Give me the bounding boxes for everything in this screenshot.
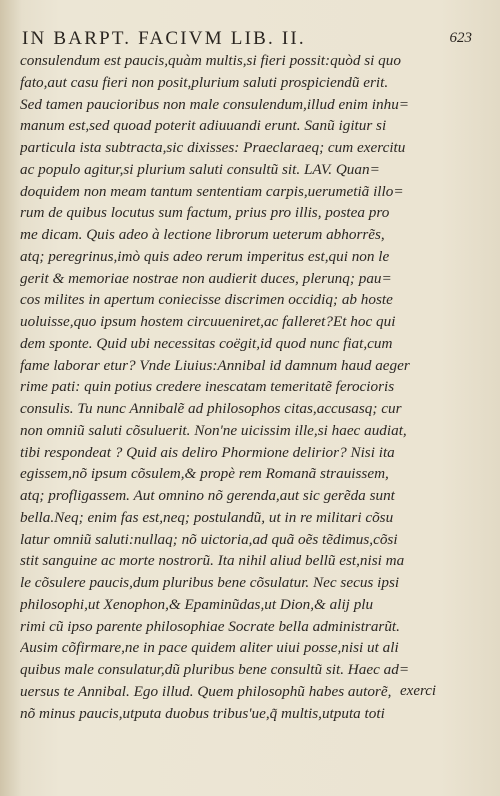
text-line: fato,aut casu fieri non posit,plurium saluti prospiciendũ erit. bbox=[20, 73, 389, 91]
catchword: exerci bbox=[400, 683, 437, 699]
text-line: latur omniũ saluti:nullaq; nõ uictoria,ad quã oẽs tẽdimus,cõsi bbox=[20, 530, 398, 548]
text-line: Sed tamen paucioribus non male consulendum,illud enim inhu= bbox=[20, 95, 410, 113]
text-line: non omniũ saluti cõsuluerit. Non'ne uicissim ille,si haec audiat, bbox=[20, 421, 407, 439]
text-line: bella.Neq; enim fas est,neq; postulandũ, ut in re militari cõsu bbox=[20, 508, 394, 526]
text-line: cos milites in apertum coniecisse discrimen occidiq; ab hoste bbox=[20, 291, 393, 309]
text-line: consulis. Tu nunc Annibalẽ ad philosophos citas,accusasq; cur bbox=[20, 400, 402, 417]
text-line: rime pati: quin potius credere inescatam temeritatẽ ferocioris bbox=[20, 378, 395, 396]
running-title: IN BARPT. FACIVM LIB. II. bbox=[22, 28, 306, 49]
text-line: uoluisse,quo ipsum hostem circuueniret,ac falleret?Et hoc qui bbox=[20, 313, 396, 330]
page-number: 623 bbox=[449, 30, 472, 46]
text-line: uersus te Annibal. Ego illud. Quem philosophũ habes autorẽ, bbox=[20, 682, 392, 700]
text-line: consulendum est paucis,quàm multis,si fieri possit:quòd si quo bbox=[20, 52, 401, 69]
text-body bbox=[20, 50, 478, 724]
text-line: egissem,nõ ipsum cõsulem,& propè rem Romanã strauissem, bbox=[20, 465, 389, 483]
text-line: me dicam. Quis adeo à lectione librorum ueterum abhorrẽs, bbox=[20, 226, 385, 243]
text-line: atq; profligassem. Aut omnino nõ gerenda,aut sic gerẽda sunt bbox=[20, 487, 395, 504]
text-line: dem sponte. Quid ubi necessitas coëgit,id quod nunc fiat,cum bbox=[20, 334, 393, 352]
text-line: rimi cũ ipso parente philosophiae Socrate bella administrarũt. bbox=[20, 617, 400, 635]
text-line: Ausim cõfirmare,ne in pace quidem aliter uiui posse,nisi ut ali bbox=[20, 639, 399, 657]
text-line: nõ minus paucis,utputa duobus tribus'ue,q̃ multis,utputa toti bbox=[20, 704, 385, 722]
text-line: fame laborar etur? Vnde Liuius:Annibal id damnum haud aeger bbox=[20, 356, 410, 374]
text-line: gerit & memoriae nostrae non audierit duces, plerunq; pau= bbox=[20, 269, 392, 287]
text-line: le cõsulere paucis,dum pluribus bene cõsulatur. Nec secus ipsi bbox=[20, 574, 400, 591]
text-line: ac populo agitur,si plurium saluti consultũ sit. LAV. Quan= bbox=[20, 160, 380, 178]
text-line: particula ista subtracta,sic dixisses: Praeclaraeq; cum exercitu bbox=[20, 139, 406, 156]
text-line: tibi respondeat ? Quid ais deliro Phormione delirior? Nisi ita bbox=[20, 443, 395, 461]
text-line: atq; peregrinus,imò quis adeo rerum imperitus est,qui non le bbox=[20, 247, 390, 265]
text-line: doquidem non meam tantum sententiam carpis,uerumetiã illo= bbox=[20, 182, 404, 200]
text-line: rum de quibus locutus sum factum, prius pro illis, postea pro bbox=[20, 204, 390, 222]
text-line: philosophi,ut Xenophon,& Epaminũdas,ut Dion,& alij plu bbox=[20, 595, 374, 613]
text-line: quibus male consulatur,dũ pluribus bene consultũ sit. Haec ad= bbox=[20, 661, 410, 678]
text-line: stit sanguine ac morte nostrorũ. Ita nihil aliud bellũ est,nisi ma bbox=[20, 552, 405, 570]
text-line: manum est,sed quoad poterit adiuuandi erunt. Sanũ igitur si bbox=[20, 117, 387, 135]
